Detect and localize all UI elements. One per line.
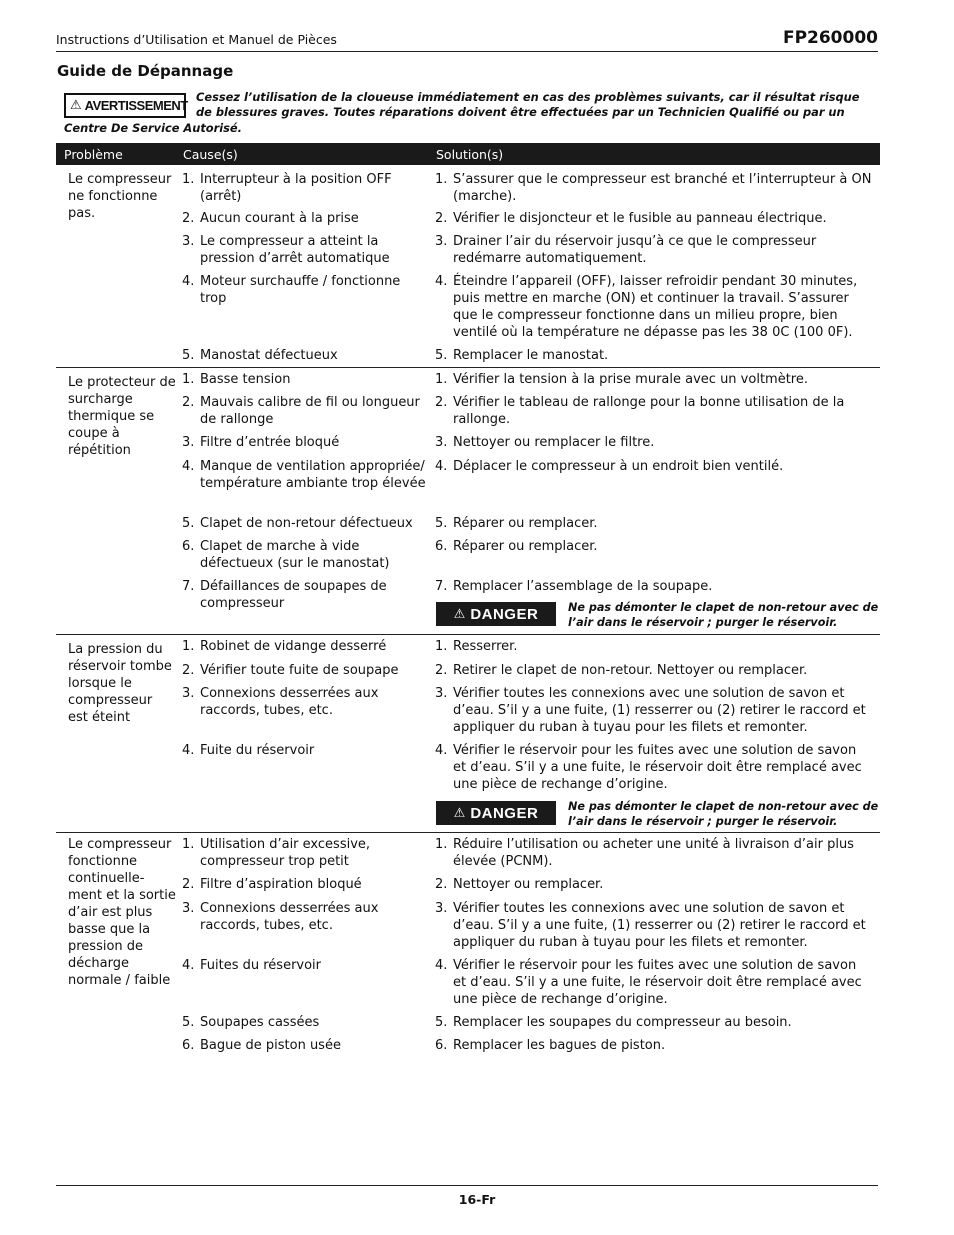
column-header-solutions: Solution(s) (436, 147, 504, 162)
cause-number: 4. (182, 958, 195, 973)
cause-text: Aucun courant à la prise (200, 211, 359, 226)
section-title: Guide de Dépannage (57, 62, 234, 80)
column-header-problem: Problème (64, 147, 123, 162)
solution-text: Réparer ou remplacer. (453, 539, 598, 554)
solution-text: Remplacer le manostat. (453, 348, 609, 363)
cause-text: Connexions desserrées aux raccords, tubes, etc. (200, 686, 379, 718)
solution-number: 5. (435, 348, 448, 363)
cause-text: Le compresseur a atteint la pression d’arrêt automatique (200, 234, 390, 266)
cause-number: 2. (182, 211, 195, 226)
danger-text: Ne pas démonter le clapet de non-retour avec de l’air dans le réservoir ; purger le réservoir. (568, 800, 879, 828)
solution-number: 6. (435, 1038, 448, 1053)
column-header-causes: Cause(s) (183, 147, 238, 162)
solution-text: Remplacer les bagues de piston. (453, 1038, 666, 1053)
cause-number: 4. (182, 459, 195, 474)
problem-cell: La pression du réservoir tombe lorsque le compresseur est éteint (68, 642, 172, 725)
problem-cell: Le compresseur fonctionne continuelle-ment et la sortie d’air est plus basse que la pression de décharge normale / faible (68, 837, 176, 988)
cause-text: Interrupteur à la position OFF (arrêt) (200, 172, 392, 204)
solution-number: 2. (435, 663, 448, 678)
cause-number: 3. (182, 686, 195, 701)
solution-text: Vérifier le réservoir pour les fuites avec une solution de savon et d’eau. S’il y a une fuite, le réservoir doit être remplacé avec une pièce de rechange d’origine. (453, 743, 862, 792)
cause-number: 4. (182, 274, 195, 289)
solution-number: 1. (435, 837, 448, 852)
page-header (56, 28, 878, 52)
cause-number: 5. (182, 516, 195, 531)
header-model-number: FP260000 (782, 28, 878, 48)
cause-number: 1. (182, 837, 195, 852)
solution-text: Remplacer l’assemblage de la soupape. (453, 579, 713, 594)
solution-number: 1. (435, 172, 448, 187)
warning-text-continued: Centre De Service Autorisé. (64, 121, 242, 135)
cause-text: Moteur surchauffe / fonctionne trop (200, 274, 401, 306)
cause-number: 3. (182, 234, 195, 249)
cause-number: 5. (182, 1015, 195, 1030)
troubleshooting-group (56, 368, 880, 635)
cause-text: Défaillances de soupapes de compresseur (200, 579, 387, 611)
cause-number: 3. (182, 901, 195, 916)
cause-number: 5. (182, 348, 195, 363)
solution-number: 7. (435, 579, 448, 594)
cause-number: 7. (182, 579, 195, 594)
cause-number: 1. (182, 372, 195, 387)
cause-text: Filtre d’entrée bloqué (200, 435, 340, 450)
troubleshooting-group (56, 635, 880, 833)
cause-text: Basse tension (200, 372, 291, 387)
solution-number: 4. (435, 459, 448, 474)
solution-text: Remplacer les soupapes du compresseur au besoin. (453, 1015, 792, 1030)
warning-text: Cessez l’utilisation de la cloueuse immédiatement en cas des problèmes suivants, car il résultat risque de blessures graves. Toutes réparations doivent être effectuées par un Technicien Qualifié ou par un (196, 90, 860, 119)
cause-number: 2. (182, 395, 195, 410)
cause-text: Vérifier toute fuite de soupape (200, 663, 399, 678)
cause-text: Fuite du réservoir (200, 743, 315, 758)
troubleshooting-group (56, 833, 880, 1063)
cause-number: 4. (182, 743, 195, 758)
cause-text: Utilisation d’air excessive, compresseur trop petit (200, 837, 371, 869)
danger-notice (436, 600, 880, 628)
danger-badge (436, 602, 556, 626)
solution-text: Vérifier le tableau de rallonge pour la bonne utilisation de la rallonge. (453, 395, 845, 427)
solution-text: Vérifier le disjoncteur et le fusible au panneau électrique. (453, 211, 827, 226)
cause-text: Manostat défectueux (200, 348, 338, 363)
danger-label: DANGER (470, 804, 539, 822)
header-manual-title: Instructions d’Utilisation et Manuel de Pièces (56, 32, 337, 47)
solution-number: 4. (435, 274, 448, 289)
cause-text: Clapet de non-retour défectueux (200, 516, 413, 531)
solution-text: Déplacer le compresseur à un endroit bien ventilé. (453, 459, 784, 474)
warning-triangle-icon: ⚠ (70, 98, 82, 113)
danger-text: Ne pas démonter le clapet de non-retour avec de l’air dans le réservoir ; purger le réservoir. (568, 601, 879, 629)
cause-text: Connexions desserrées aux raccords, tubes, etc. (200, 901, 379, 933)
solution-number: 3. (435, 686, 448, 701)
solution-text: Retirer le clapet de non-retour. Nettoyer ou remplacer. (453, 663, 808, 678)
solution-number: 3. (435, 901, 448, 916)
cause-number: 2. (182, 663, 195, 678)
table-header (56, 143, 880, 165)
cause-number: 1. (182, 172, 195, 187)
warning-triangle-icon: ⚠ (453, 805, 466, 821)
solution-number: 2. (435, 877, 448, 892)
cause-text: Fuites du réservoir (200, 958, 322, 973)
problem-cell: Le compresseur ne fonctionne pas. (68, 172, 172, 221)
cause-text: Clapet de marche à vide défectueux (sur le manostat) (200, 539, 390, 571)
cause-text: Robinet de vidange desserré (200, 639, 387, 654)
cause-number: 1. (182, 639, 195, 654)
cause-number: 6. (182, 539, 195, 554)
solution-text: Nettoyer ou remplacer. (453, 877, 604, 892)
cause-text: Manque de ventilation appropriée/ température ambiante trop élevée (200, 459, 426, 491)
solution-text: Vérifier toutes les connexions avec une solution de savon et d’eau. S’il y a une fuite, (1) resserrer ou (2) retirer le raccord et appliquer du ruban à tuyau pour les filets et remonter. (453, 901, 866, 950)
solution-text: Réduire l’utilisation ou acheter une unité à livraison d’air plus élevée (PCNM). (453, 837, 854, 869)
solution-number: 4. (435, 743, 448, 758)
solution-number: 2. (435, 211, 448, 226)
cause-text: Filtre d’aspiration bloqué (200, 877, 362, 892)
solution-number: 5. (435, 516, 448, 531)
solution-number: 3. (435, 234, 448, 249)
solution-number: 2. (435, 395, 448, 410)
cause-number: 2. (182, 877, 195, 892)
cause-text: Mauvais calibre de fil ou longueur de rallonge (200, 395, 420, 427)
troubleshooting-group (56, 165, 880, 368)
solution-text: Réparer ou remplacer. (453, 516, 598, 531)
danger-notice (436, 799, 880, 827)
solution-text: Drainer l’air du réservoir jusqu’à ce que le compresseur redémarre automatiquement. (453, 234, 817, 266)
solution-number: 6. (435, 539, 448, 554)
danger-badge (436, 801, 556, 825)
solution-text: S’assurer que le compresseur est branché et l’interrupteur à ON (marche). (453, 172, 872, 204)
solution-number: 3. (435, 435, 448, 450)
problem-cell: Le protecteur de surcharge thermique se coupe à répétition (68, 375, 176, 458)
page-number: 16-Fr (458, 1192, 496, 1207)
cause-number: 3. (182, 435, 195, 450)
solution-text: Éteindre l’appareil (OFF), laisser refroidir pendant 30 minutes, puis mettre en marche (ON) et continuer la travail. S’assurer que le compresseur fonctionne dans un milieu propre, bien ventilé où la température ne dépasse pas les 38 0C (100 0F). (453, 274, 858, 340)
solution-text: Vérifier le réservoir pour les fuites avec une solution de savon et d’eau. S’il y a une fuite, le réservoir doit être remplacé avec une pièce de rechange d’origine. (453, 958, 862, 1007)
solution-text: Resserrer. (453, 639, 518, 654)
solution-number: 1. (435, 372, 448, 387)
warning-badge (64, 93, 186, 118)
cause-text: Soupapes cassées (200, 1015, 320, 1030)
solution-number: 4. (435, 958, 448, 973)
solution-number: 1. (435, 639, 448, 654)
cause-text: Bague de piston usée (200, 1038, 341, 1053)
warning-label: AVERTISSEMENT (84, 98, 188, 113)
solution-text: Nettoyer ou remplacer le filtre. (453, 435, 655, 450)
footer-divider (56, 1185, 878, 1186)
warning-triangle-icon: ⚠ (453, 606, 466, 622)
danger-label: DANGER (470, 605, 539, 623)
solution-text: Vérifier la tension à la prise murale avec un voltmètre. (453, 372, 808, 387)
solution-number: 5. (435, 1015, 448, 1030)
solution-text: Vérifier toutes les connexions avec une solution de savon et d’eau. S’il y a une fuite, (1) resserrer ou (2) retirer le raccord et appliquer du ruban à tuyau pour les filets et remonter. (453, 686, 866, 735)
cause-number: 6. (182, 1038, 195, 1053)
